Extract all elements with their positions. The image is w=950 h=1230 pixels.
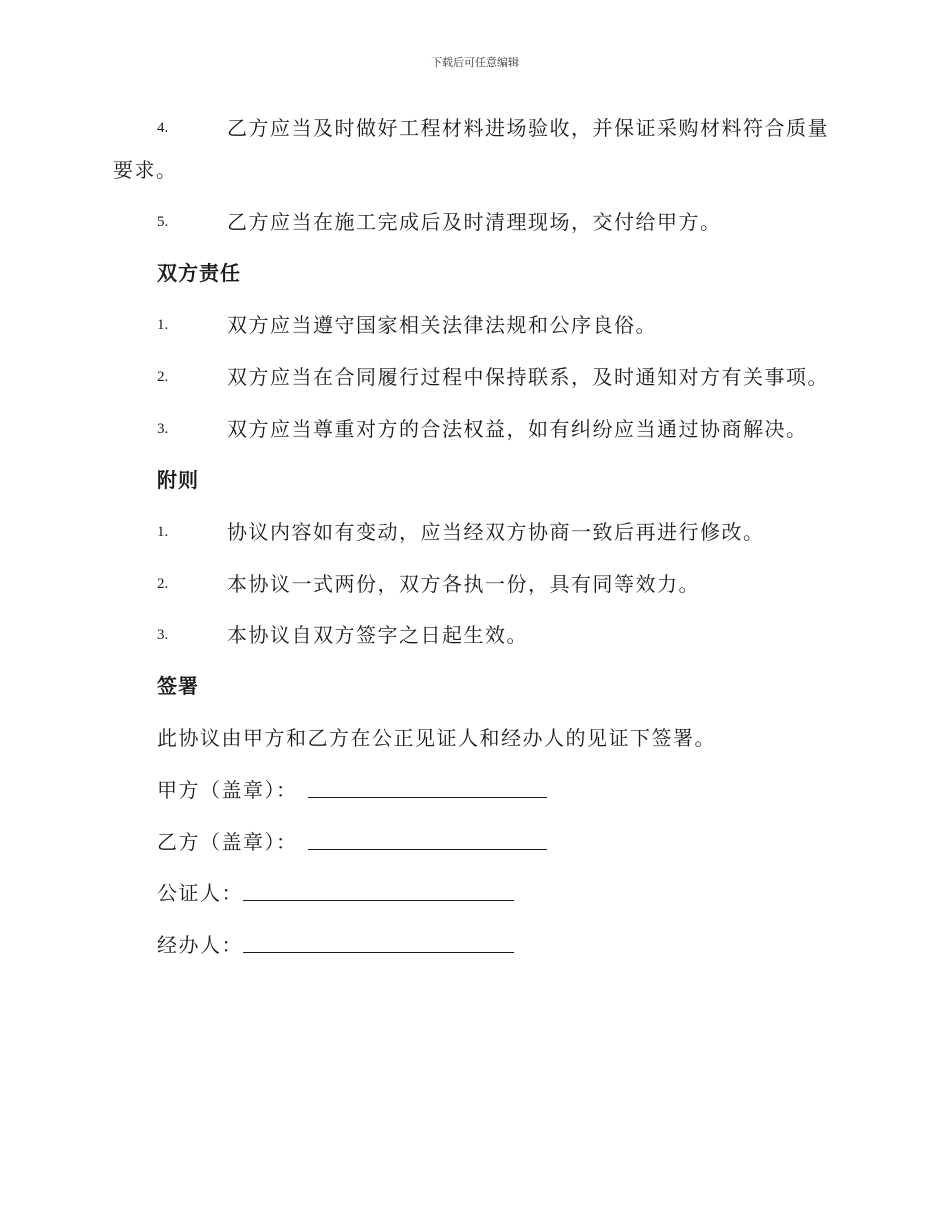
item-number: 2.: [157, 369, 169, 385]
party-b-signature-line[interactable]: [308, 849, 547, 850]
party-b-label: 乙方（盖章）：: [157, 830, 298, 854]
item-number: 2.: [157, 576, 169, 592]
party-a-signature-line[interactable]: [308, 797, 547, 798]
notary-signature-line[interactable]: [243, 900, 514, 901]
party-a-label: 甲方（盖章）：: [157, 778, 298, 802]
item-text: 本协议一式两份，双方各执一份，具有同等效力。: [227, 572, 700, 596]
item-text: 乙方应当在施工完成后及时清理现场，交付给甲方。: [227, 210, 722, 234]
item-number: 4.: [157, 120, 169, 136]
item-text: 乙方应当及时做好工程材料进场验收，并保证采购材料符合质量: [227, 116, 829, 140]
item-text: 协议内容如有变动，应当经双方协商一致后再进行修改。: [227, 520, 765, 544]
agent-label: 经办人：: [157, 933, 243, 957]
header-note: 下载后可任意编辑: [431, 56, 519, 69]
item-text: 双方应当遵守国家相关法律法规和公序良俗。: [227, 313, 657, 337]
signing-intro: 此协议由甲方和乙方在公正见证人和经办人的见证下签署。: [157, 726, 716, 750]
notary-label: 公证人：: [157, 881, 243, 905]
agent-signature-line[interactable]: [243, 952, 514, 953]
section-heading-signing: 签署: [157, 674, 199, 698]
item-text-continuation: 要求。: [113, 158, 178, 182]
item-number: 1.: [157, 524, 169, 540]
item-text: 双方应当尊重对方的合法权益，如有纠纷应当通过协商解决。: [227, 417, 808, 441]
item-text: 双方应当在合同履行过程中保持联系，及时通知对方有关事项。: [227, 365, 829, 389]
item-number: 5.: [157, 214, 169, 230]
item-text: 本协议自双方签字之日起生效。: [227, 623, 528, 647]
item-number: 3.: [157, 421, 169, 437]
item-number: 3.: [157, 627, 169, 643]
item-number: 1.: [157, 317, 169, 333]
section-heading-supplementary: 附则: [157, 468, 199, 492]
section-heading-mutual: 双方责任: [157, 261, 241, 285]
